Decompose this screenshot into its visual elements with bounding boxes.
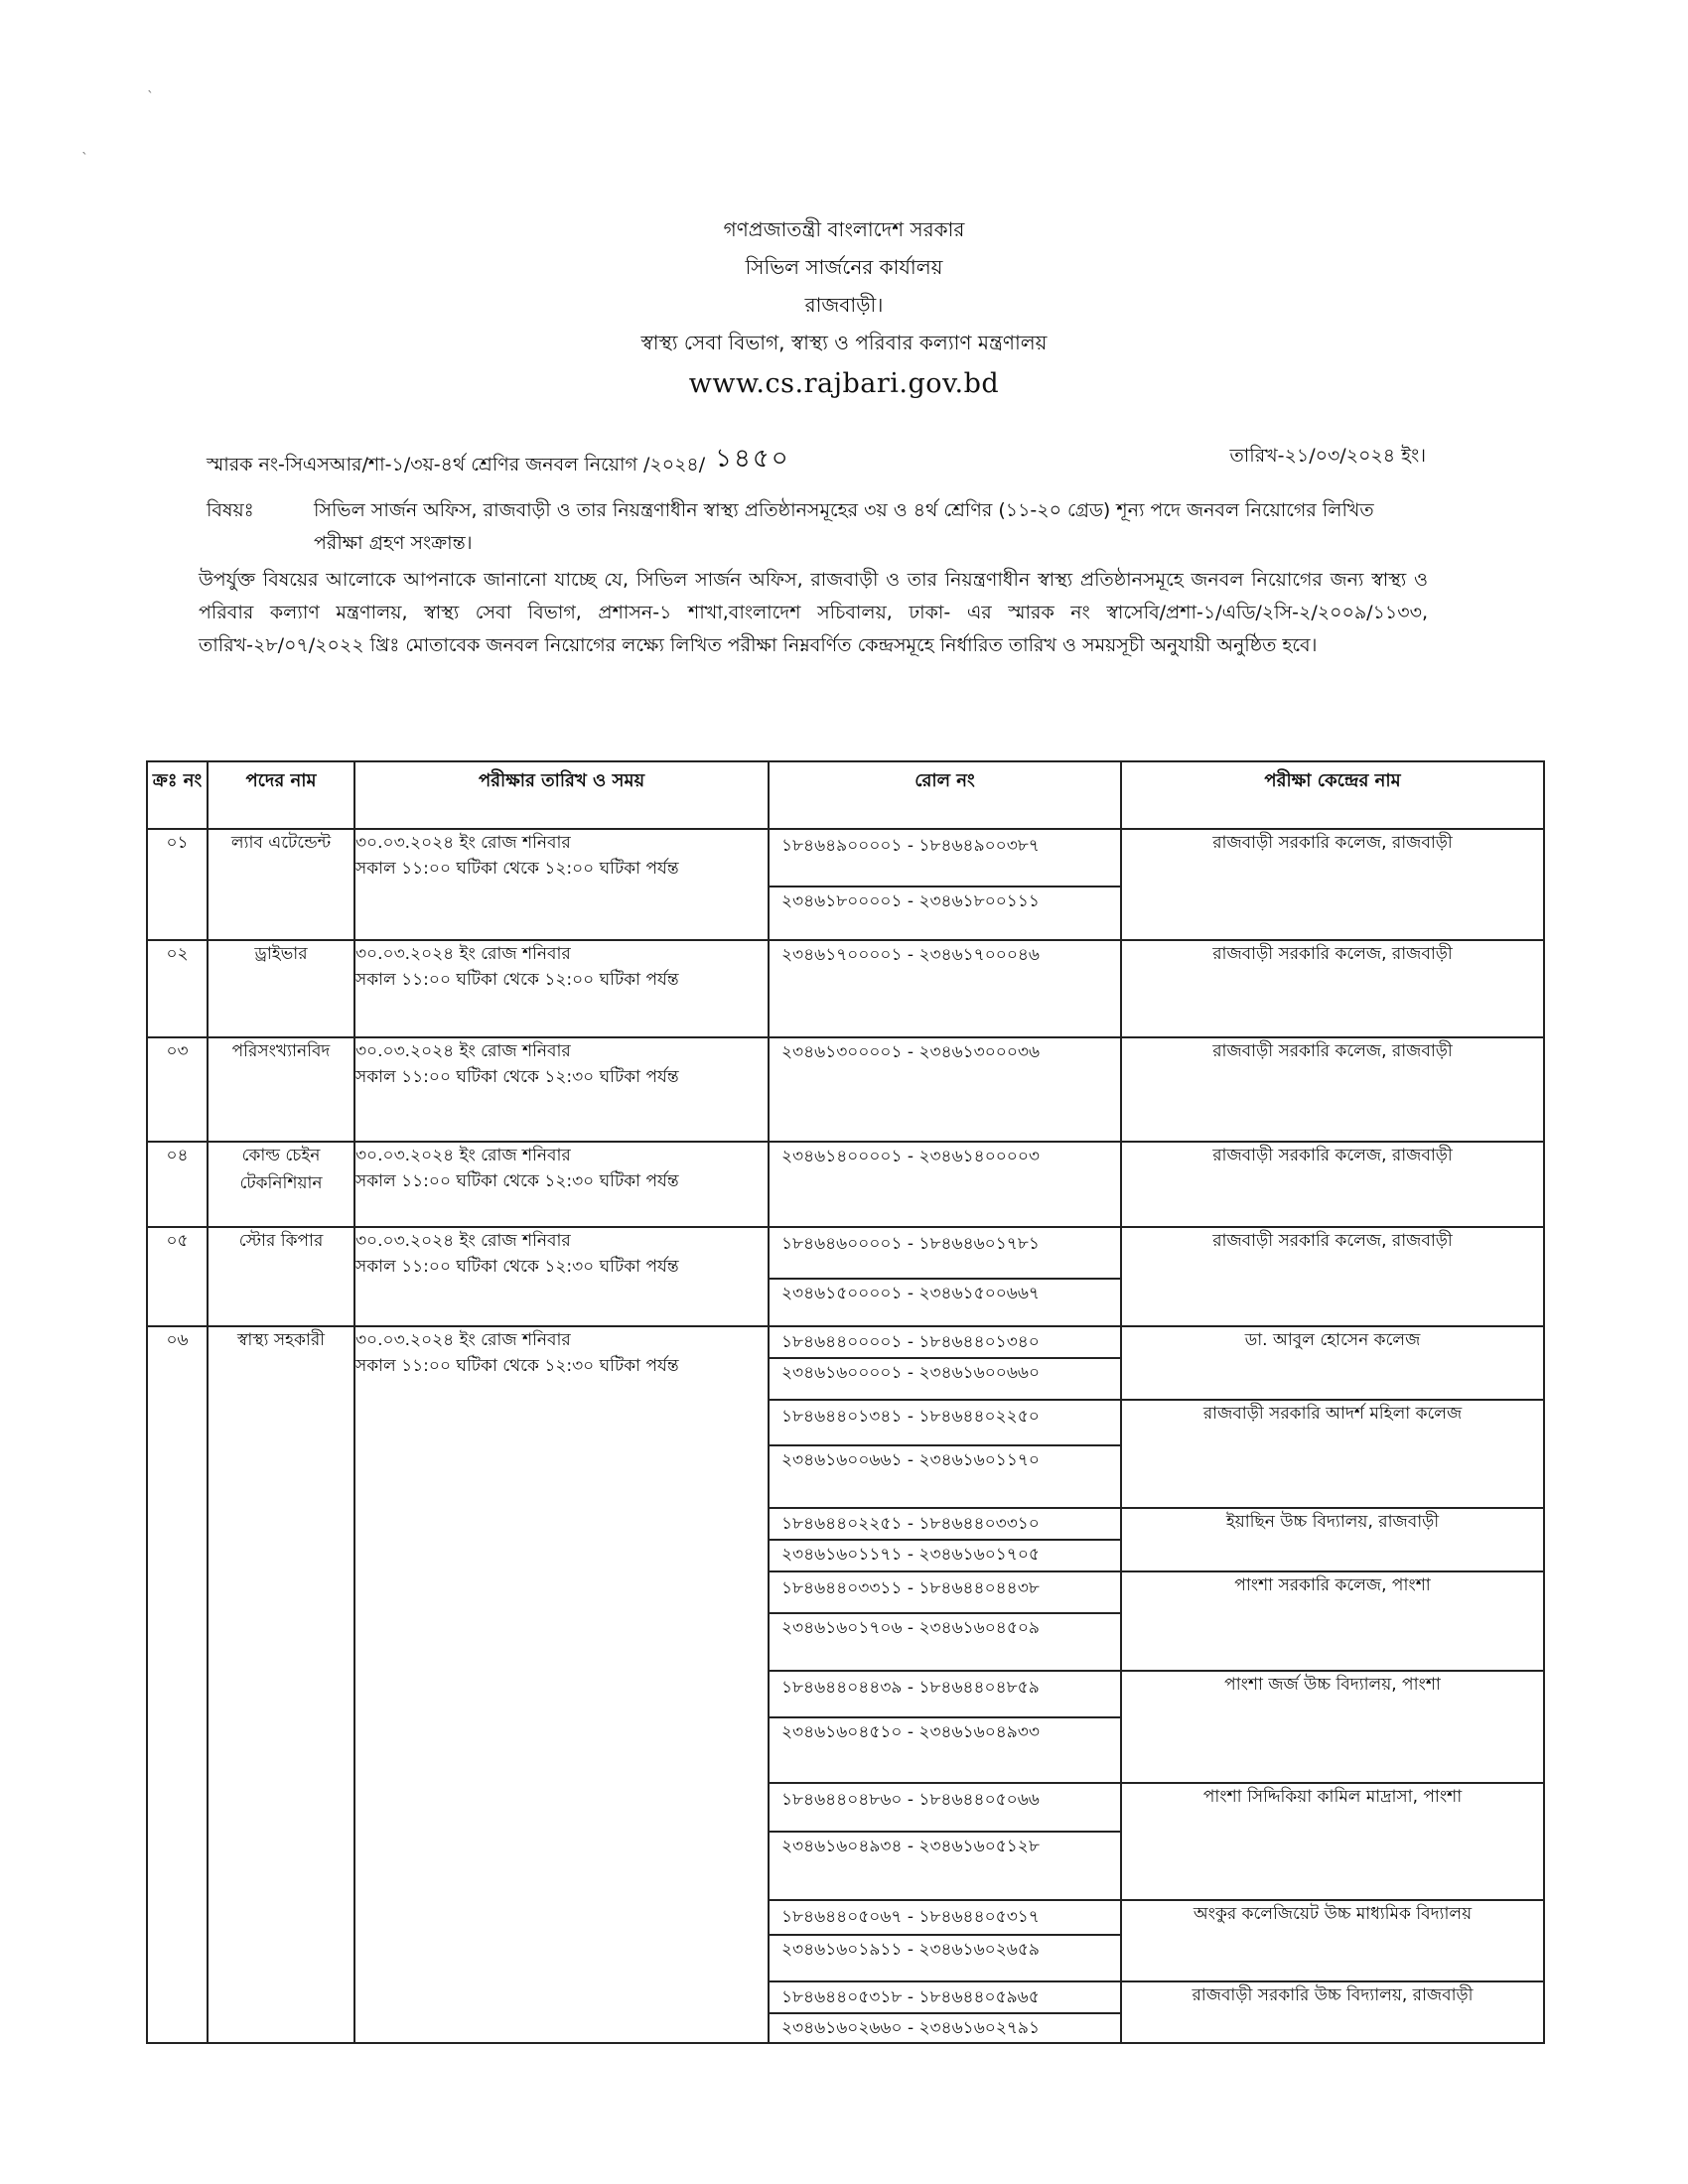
- memo-row: [207, 438, 1426, 474]
- roll-cell: [769, 1326, 1121, 1400]
- serial-number: ০৫: [166, 1231, 189, 1251]
- roll-range: ১৮৪৬৪৪০৪৮৬০ - ১৮৪৬৪৪০৫০৬৬: [770, 1784, 1120, 1833]
- roll-range: ২৩৪৬১৬০০০০১ - ২৩৪৬১৬০০৬৬০: [781, 1363, 1041, 1383]
- roll-cell: [769, 1227, 1121, 1326]
- exam-center-name: পাংশা সিদ্দিকিয়া কামিল মাদ্রাসা, পাংশা: [1202, 1787, 1463, 1807]
- roll-cell: [769, 1900, 1121, 1981]
- table-row: [147, 1326, 1544, 1400]
- scan-speck: ˎ: [81, 139, 88, 155]
- exam-time: সকাল ১১:০০ ঘটিকা থেকে ১২:০০ ঘটিকা পর্যন্ত: [355, 859, 679, 879]
- roll-range: ২৩৪৬১৬০৪৯৩৪ - ২৩৪৬১৬০৫১২৮: [781, 1837, 1040, 1856]
- roll-range: ২৩৪৬১৬০২৬৬০ - ২৩৪৬১৬০২৭৯১: [781, 2018, 1040, 2038]
- letterhead: [0, 210, 1688, 405]
- datetime-cell: [354, 940, 769, 1037]
- table-row: [147, 940, 1544, 1037]
- roll-range: ২৩৪৬১৭০০০০১ - ২৩৪৬১৭০০০৪৬: [781, 945, 1040, 965]
- ministry-name: স্বাস্থ্য সেবা বিভাগ, স্বাস্থ্য ও পরিবার কল্যাণ মন্ত্রণালয়: [640, 331, 1048, 354]
- exam-center-name: রাজবাড়ী সরকারি কলেজ, রাজবাড়ী: [1212, 833, 1453, 853]
- roll-range: ১৮৪৬৪৬০০০০১ - ১৮৪৬৪৬০১৭৮১: [770, 1228, 1120, 1280]
- memo-number-block: [207, 442, 790, 485]
- exam-schedule-table: [146, 760, 1545, 2044]
- header-post: পদের নাম: [208, 761, 354, 829]
- exam-center-name: ইয়াছিন উচ্চ বিদ্যালয়, রাজবাড়ী: [1225, 1512, 1440, 1532]
- serial-number: ০৩: [166, 1041, 189, 1061]
- table-row: [147, 1142, 1544, 1227]
- exam-center-cell: [1121, 1571, 1544, 1671]
- district-name: রাজবাড়ী।: [804, 293, 884, 317]
- datetime-cell: [354, 1142, 769, 1227]
- exam-center-name: রাজবাড়ী সরকারি কলেজ, রাজবাড়ী: [1212, 944, 1453, 964]
- roll-cell: [769, 829, 1121, 940]
- serial-number: ০২: [166, 944, 189, 964]
- roll-range: ২৩৪৬১৮০০০০১ - ২৩৪৬১৮০০১১১: [781, 891, 1040, 911]
- serial-cell: [147, 1037, 208, 1142]
- subject-text: সিভিল সার্জন অফিস, রাজবাড়ী ও তার নিয়ন্ত্রণাধীন স্বাস্থ্য প্রতিষ্ঠানসমূহের ৩য় ও ৪র্থ শ্রেণির (১১-২০ গ্রেড) শূন্য পদে জনবল নিয়োগের লিখিত পরীক্ষা গ্রহণ সংক্রান্ত।: [314, 499, 1374, 554]
- datetime-cell: [354, 1326, 769, 2043]
- roll-range: ২৩৪৬১৪০০০০১ - ২৩৪৬১৪০০০০৩: [781, 1147, 1040, 1166]
- roll-cell: [769, 1783, 1121, 1900]
- exam-center-name: পাংশা জর্জ উচ্চ বিদ্যালয়, পাংশা: [1224, 1675, 1441, 1695]
- exam-time: সকাল ১১:০০ ঘটিকা থেকে ১২:৩০ ঘটিকা পর্যন্ত: [355, 1257, 679, 1277]
- exam-center-cell: [1121, 1508, 1544, 1571]
- serial-cell: [147, 1227, 208, 1326]
- exam-center-cell: [1121, 1142, 1544, 1227]
- header-center: পরীক্ষা কেন্দ্রের নাম: [1121, 761, 1544, 829]
- roll-cell: [769, 1571, 1121, 1671]
- subject-label: বিষয়ঃ: [207, 499, 254, 521]
- serial-number: ০৬: [166, 1330, 189, 1350]
- roll-range: ১৮৪৬৪৪০৩৩১১ - ১৮৪৬৪৪০৪৪৩৮: [770, 1572, 1120, 1614]
- roll-range: ১৮৪৬৪৪০৪৪৩৯ - ১৮৪৬৪৪০৪৮৫৯: [770, 1672, 1120, 1718]
- roll-range: ১৮৪৬৪৪০৫০৬৭ - ১৮৪৬৪৪০৫৩১৭: [770, 1901, 1120, 1936]
- roll-range: ২৩৪৬১৬০১৯১১ - ২৩৪৬১৬০২৬৫৯: [781, 1940, 1040, 1960]
- serial-cell: [147, 940, 208, 1037]
- table-row: [147, 1037, 1544, 1142]
- post-cell: [208, 1326, 354, 2043]
- exam-date: ৩০.০৩.২০২৪ ইং রোজ শনিবার: [355, 1231, 571, 1251]
- datetime-cell: [354, 1037, 769, 1142]
- serial-cell: [147, 1142, 208, 1227]
- roll-range: ২৩৪৬১৫০০০০১ - ২৩৪৬১৫০০৬৬৭: [781, 1284, 1040, 1303]
- table-row: [147, 1227, 1544, 1326]
- exam-date: ৩০.০৩.২০২৪ ইং রোজ শনিবার: [355, 1330, 571, 1350]
- intro-paragraph: উপর্যুক্ত বিষয়ের আলোকে আপনাকে জানানো যাচ্ছে যে, সিভিল সার্জন অফিস, রাজবাড়ী ও তার নিয়ন্ত্রণাধীন স্বাস্থ্য প্রতিষ্ঠানসমূহে জনবল নিয়োগের জন্য স্বাস্থ্য ও পরিবার কল্যাণ মন্ত্রণালয়, স্বাস্থ্য সেবা বিভাগ, প্রশাসন-১ শাখা,বাংলাদেশ সচিবালয়, ঢাকা- এর স্মারক নং স্বাসেবি/প্রশা-১/এডি/২সি-২/২০০৯/১১৩৩, তারিখ-২৮/০৭/২০২২ খ্রিঃ মোতাবেক জনবল নিয়োগের লক্ষ্যে লিখিত পরীক্ষা নিম্নবর্ণিত কেন্দ্রসমূহে নির্ধারিত তারিখ ও সময়সূচী অনুযায়ী অনুষ্ঠিত হবে।: [199, 569, 1428, 656]
- exam-time: সকাল ১১:০০ ঘটিকা থেকে ১২:০০ ঘটিকা পর্যন্ত: [355, 970, 679, 990]
- exam-center-cell: [1121, 1783, 1544, 1900]
- roll-cell: [769, 940, 1121, 1037]
- exam-center-name: ডা. আবুল হোসেন কলেজ: [1244, 1330, 1421, 1350]
- datetime-cell: [354, 829, 769, 940]
- post-cell: [208, 829, 354, 940]
- serial-number: ০১: [166, 833, 189, 853]
- post-name: কোল্ড চেইন টেকনিশিয়ান: [239, 1146, 323, 1193]
- roll-cell: [769, 1400, 1121, 1508]
- serial-number: ০৪: [166, 1146, 189, 1165]
- post-name: স্বাস্থ্য সহকারী: [236, 1330, 326, 1350]
- header-datetime: পরীক্ষার তারিখ ও সময়: [354, 761, 769, 829]
- exam-center-cell: [1121, 1671, 1544, 1783]
- exam-center-cell: [1121, 1227, 1544, 1326]
- exam-center-cell: [1121, 1981, 1544, 2043]
- roll-range: ২৩৪৬১৬০৪৫১০ - ২৩৪৬১৬০৪৯৩৩: [781, 1722, 1040, 1742]
- handwritten-memo-number: ১৪৫০: [715, 444, 790, 474]
- post-name: ল্যাব এটেন্ডেন্ট: [230, 833, 332, 853]
- roll-range: ১৮৪৬৪৪০০০০১ - ১৮৪৬৪৪০১৩৪০: [770, 1327, 1120, 1359]
- roll-range: ২৩৪৬১৬০১৭০৬ - ২৩৪৬১৬০৪৫০৯: [781, 1618, 1040, 1638]
- post-name: স্টোর কিপার: [238, 1231, 324, 1251]
- exam-center-cell: [1121, 829, 1544, 940]
- exam-center-cell: [1121, 1900, 1544, 1981]
- table-row: [147, 829, 1544, 940]
- roll-range: ২৩৪৬১৬০১১৭১ - ২৩৪৬১৬০১৭০৫: [781, 1545, 1040, 1565]
- office-name: সিভিল সার্জনের কার্যালয়: [745, 255, 943, 279]
- post-cell: [208, 1037, 354, 1142]
- roll-cell: [769, 1142, 1121, 1227]
- roll-range: ১৮৪৬৪৯০০০০১ - ১৮৪৬৪৯০০৩৮৭: [770, 830, 1120, 887]
- datetime-cell: [354, 1227, 769, 1326]
- exam-date: ৩০.০৩.২০২৪ ইং রোজ শনিবার: [355, 944, 571, 964]
- roll-range: ১৮৪৬৪৪০৫৩১৮ - ১৮৪৬৪৪০৫৯৬৫: [770, 1982, 1120, 2014]
- roll-cell: [769, 1037, 1121, 1142]
- exam-time: সকাল ১১:০০ ঘটিকা থেকে ১২:৩০ ঘটিকা পর্যন্ত: [355, 1356, 679, 1376]
- table-body: [147, 829, 1544, 2043]
- exam-date: ৩০.০৩.২০২৪ ইং রোজ শনিবার: [355, 1146, 571, 1165]
- roll-range: ১৮৪৬৪৪০২২৫১ - ১৮৪৬৪৪০৩৩১০: [770, 1509, 1120, 1541]
- roll-range: ২৩৪৬১৬০০৬৬১ - ২৩৪৬১৬০১১৭০: [781, 1450, 1040, 1470]
- exam-center-name: রাজবাড়ী সরকারি উচ্চ বিদ্যালয়, রাজবাড়ী: [1192, 1985, 1474, 2005]
- exam-center-name: রাজবাড়ী সরকারি কলেজ, রাজবাড়ী: [1212, 1146, 1453, 1165]
- exam-center-cell: [1121, 940, 1544, 1037]
- roll-range: ২৩৪৬১৩০০০০১ - ২৩৪৬১৩০০০৩৬: [781, 1042, 1041, 1062]
- post-cell: [208, 1227, 354, 1326]
- post-name: ড্রাইভার: [254, 944, 308, 964]
- exam-center-cell: [1121, 1037, 1544, 1142]
- roll-cell: [769, 1671, 1121, 1783]
- exam-center-cell: [1121, 1326, 1544, 1400]
- serial-cell: [147, 829, 208, 940]
- post-name: পরিসংখ্যানবিদ: [231, 1041, 331, 1061]
- roll-cell: [769, 1981, 1121, 2043]
- post-cell: [208, 940, 354, 1037]
- exam-center-cell: [1121, 1400, 1544, 1508]
- exam-center-name: অংকুর কলেজিয়েট উচ্চ মাধ্যমিক বিদ্যালয়: [1193, 1904, 1473, 1924]
- exam-date: ৩০.০৩.২০২৪ ইং রোজ শনিবার: [355, 833, 571, 853]
- exam-center-name: রাজবাড়ী সরকারি কলেজ, রাজবাড়ী: [1212, 1231, 1453, 1251]
- serial-cell: [147, 1326, 208, 2043]
- scan-speck: ˎ: [147, 77, 154, 93]
- exam-center-name: পাংশা সরকারি কলেজ, পাংশা: [1234, 1575, 1431, 1595]
- roll-cell: [769, 1508, 1121, 1571]
- memo-number: স্মারক নং-সিএসআর/শা-১/৩য়-৪র্থ শ্রেণির জনবল নিয়োগ /২০২৪/: [207, 454, 706, 476]
- exam-center-name: রাজবাড়ী সরকারি কলেজ, রাজবাড়ী: [1212, 1041, 1453, 1061]
- exam-date: ৩০.০৩.২০২৪ ইং রোজ শনিবার: [355, 1041, 571, 1061]
- roll-range: ১৮৪৬৪৪০১৩৪১ - ১৮৪৬৪৪০২২৫০: [770, 1401, 1120, 1446]
- header-serial: ক্রঃ নং: [147, 761, 208, 829]
- exam-time: সকাল ১১:০০ ঘটিকা থেকে ১২:৩০ ঘটিকা পর্যন্ত: [355, 1067, 679, 1087]
- government-name: গণপ্রজাতন্ত্রী বাংলাদেশ সরকার: [723, 217, 965, 241]
- memo-date: তারিখ-২১/০৩/২০২৪ ইং।: [1229, 445, 1426, 467]
- exam-center-name: রাজবাড়ী সরকারি আদর্শ মহিলা কলেজ: [1202, 1404, 1463, 1424]
- header-roll: রোল নং: [769, 761, 1121, 829]
- website-url: www.cs.rajbari.gov.bd: [688, 368, 1000, 399]
- post-cell: [208, 1142, 354, 1227]
- exam-time: সকাল ১১:০০ ঘটিকা থেকে ১২:৩০ ঘটিকা পর্যন্ত: [355, 1171, 679, 1191]
